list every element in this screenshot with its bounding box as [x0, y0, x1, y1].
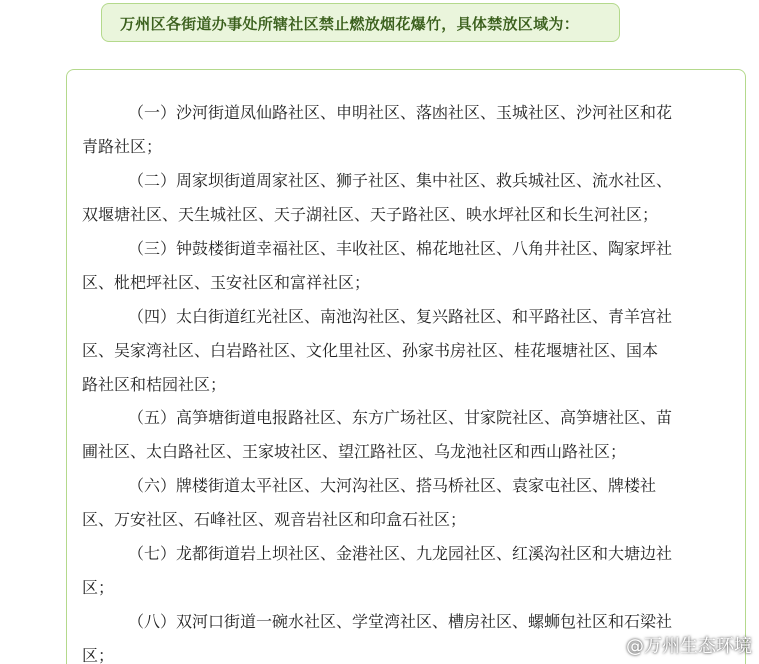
paragraph-line: 区、吴家湾社区、白岩路社区、文化里社区、孙家书房社区、桂花堰塘社区、国本	[82, 341, 659, 360]
paragraph-1	[82, 96, 732, 164]
paragraph-5	[82, 401, 732, 469]
paragraph-line: 双堰塘社区、天生城社区、天子湖社区、天子路社区、映水坪社区和长生河社区；	[82, 205, 659, 224]
paragraph-2	[82, 164, 732, 232]
paragraph-line: 区、枇杷坪社区、玉安社区和富祥社区；	[82, 273, 371, 292]
paragraph-line: （二）周家坝街道周家社区、狮子社区、集中社区、救兵城社区、流水社区、	[128, 171, 673, 190]
paragraph-line: （五）高笋塘街道电报路社区、东方广场社区、甘家院社区、高笋塘社区、苗	[128, 408, 673, 427]
paragraph-line: 区；	[82, 646, 115, 664]
paragraph-line: （三）钟鼓楼街道幸福社区、丰收社区、棉花地社区、八角井社区、陶家坪社	[128, 239, 673, 258]
paragraph-line: （四）太白街道红光社区、南池沟社区、复兴路社区、和平路社区、青羊宫社	[128, 307, 673, 326]
section-header-box	[101, 3, 620, 42]
paragraph-line: （六）牌楼街道太平社区、大河沟社区、搭马桥社区、袁家屯社区、牌楼社	[128, 476, 657, 495]
paragraph-line: （七）龙都街道岩上坝社区、金港社区、九龙园社区、红溪沟社区和大塘边社	[128, 544, 673, 563]
paragraph-line: 区、万安社区、石峰社区、观音岩社区和印盒石社区；	[82, 510, 467, 529]
paragraph-6	[82, 469, 732, 537]
paragraph-line: 青路社区；	[82, 137, 163, 156]
watermark-text: @万州生态环境	[626, 636, 752, 657]
paragraph-3	[82, 232, 732, 300]
paragraph-line: 路社区和桔园社区；	[82, 375, 227, 394]
paragraph-4	[82, 300, 732, 402]
paragraph-line: 区；	[82, 578, 115, 597]
section-header-title: 万州区各街道办事处所辖社区禁止燃放烟花爆竹，具体禁放区域为：	[120, 15, 580, 33]
paragraph-line: 圃社区、太白路社区、王家坡社区、望江路社区、乌龙池社区和西山路社区；	[82, 442, 627, 461]
weibo-watermark	[602, 632, 752, 658]
weibo-logo-icon	[602, 636, 622, 654]
paragraph-line: （一）沙河街道凤仙路社区、申明社区、落凼社区、玉城社区、沙河社区和花	[128, 103, 673, 122]
paragraph-line: （八）双河口街道一碗水社区、学堂湾社区、槽房社区、螺蛳包社区和石梁社	[128, 612, 673, 631]
paragraph-7	[82, 537, 732, 605]
